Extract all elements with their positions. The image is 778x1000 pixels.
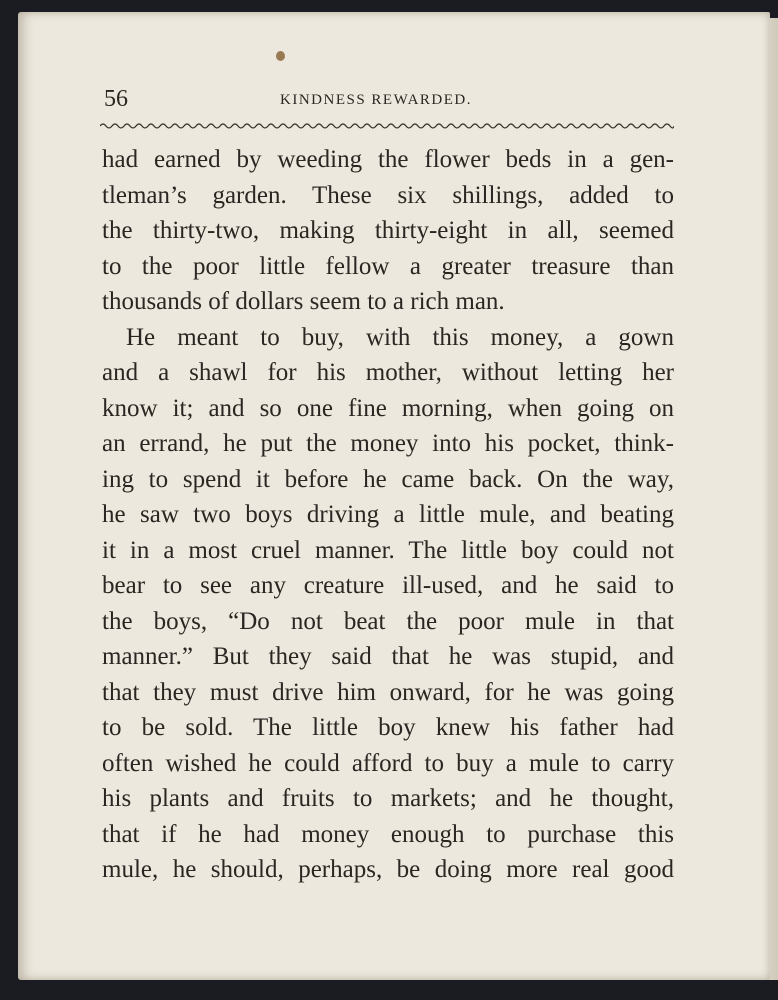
text-line: the boys, “Do not beat the poor mule in that	[102, 607, 674, 635]
text-line: to be sold. The little boy knew his father had	[102, 714, 674, 741]
text-line: his plants and fruits to markets; and he thought,	[102, 785, 674, 812]
text-line: and a shawl for his mother, without letting her	[102, 359, 674, 386]
text-line: often wished he could afford to buy a mule to carry	[102, 749, 674, 777]
text-line: thousands of dollars seem to a rich man.	[102, 288, 505, 315]
text-line: manner.” But they said that he was stupid, and	[102, 643, 674, 670]
ink-spot	[276, 51, 285, 61]
running-head: KINDNESS REWARDED.	[280, 92, 472, 108]
text-line: had earned by weeding the flower beds in a gen-	[102, 146, 674, 173]
text-line: bear to see any creature ill-used, and he said to	[102, 572, 674, 599]
page-header	[104, 86, 674, 116]
text-line: he saw two boys driving a little mule, and beating	[102, 501, 674, 528]
text-line: tleman’s garden. These six shillings, added to	[102, 181, 674, 209]
text-line: He meant to buy, with this money, a gown	[126, 323, 674, 351]
text-line: mule, he should, perhaps, be doing more real good	[102, 856, 674, 883]
text-line: that if he had money enough to purchase this	[102, 820, 674, 848]
text-line: that they must drive him onward, for he was going	[102, 678, 674, 706]
body-text	[102, 142, 674, 888]
text-line: know it; and so one fine morning, when going on	[102, 394, 674, 422]
text-line: it in a most cruel manner. The little boy could not	[102, 536, 674, 564]
text-line: to the poor little fellow a greater treasure than	[102, 252, 674, 280]
text-line: ing to spend it before he came back. On the way,	[102, 465, 674, 493]
header-rule	[100, 121, 674, 131]
page-number: 56	[104, 86, 128, 112]
text-line: the thirty-two, making thirty-eight in all, seemed	[102, 217, 674, 244]
text-line: an errand, he put the money into his pocket, think-	[102, 430, 674, 457]
